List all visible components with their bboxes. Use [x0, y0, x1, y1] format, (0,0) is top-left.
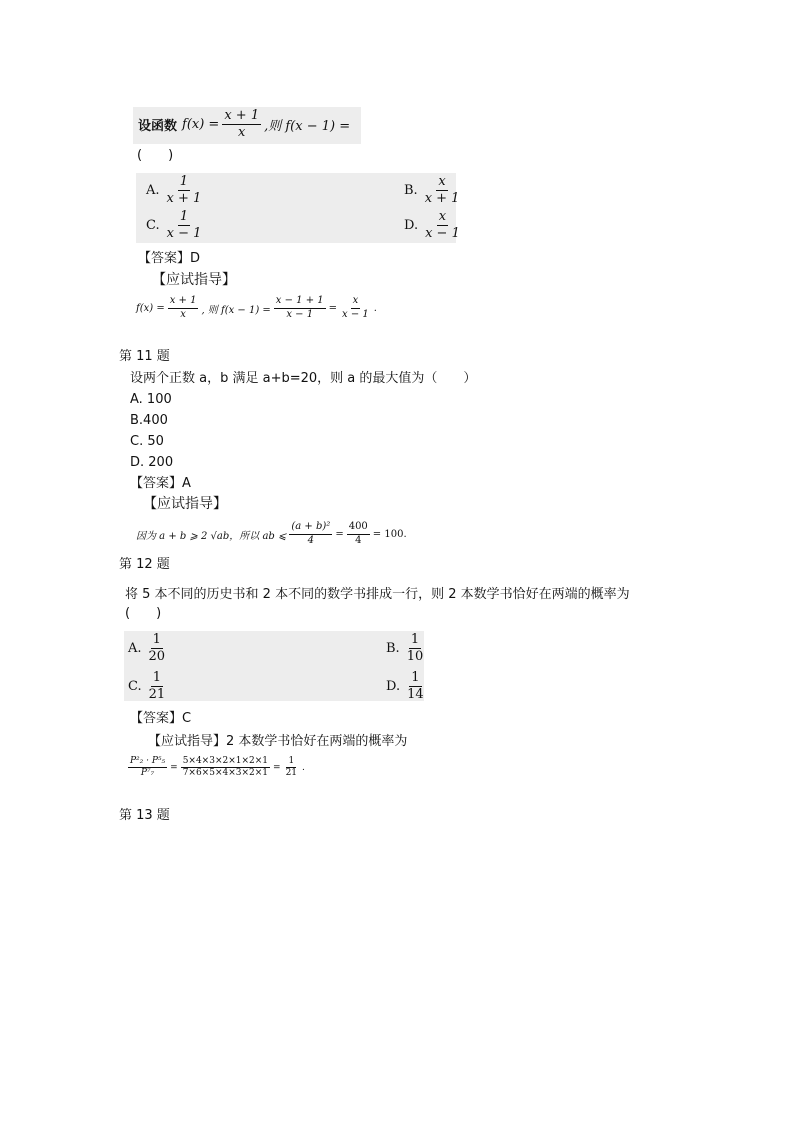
q11-guide: 【应试指导】: [143, 496, 227, 512]
q12-option-c: [128, 671, 170, 701]
q10-sol-frac1: [168, 296, 199, 320]
q12-sol-frac1: [128, 757, 167, 779]
q12-sol-frac1-num: P²₂ · P⁵₅: [128, 757, 167, 768]
q10-solution: [136, 296, 377, 320]
q11-answer: 【答案】A: [130, 476, 191, 491]
q10-sol-frac3-den: x − 1: [342, 308, 369, 320]
q12-sol-eq2: =: [273, 762, 281, 773]
q12-option-d-den: 14: [407, 686, 424, 702]
q11-option-a: A. 100: [130, 392, 172, 407]
q10-answer: 【答案】D: [138, 251, 201, 266]
q10-stem-prefix: 设函数: [138, 118, 178, 134]
q10-option-d: [404, 210, 465, 240]
q10-option-b-frac: [423, 175, 462, 205]
q12-option-d-frac: [405, 671, 426, 701]
q10-fx: f(x) =: [182, 116, 220, 132]
q10-option-b-label: B.: [404, 182, 418, 198]
q10-option-d-den: x − 1: [425, 225, 460, 241]
q10-option-b-den: x + 1: [424, 190, 460, 206]
q11-sol-frac2: [347, 522, 370, 546]
q10-option-b-num: x: [438, 174, 446, 189]
q12-option-b-frac: [405, 633, 426, 663]
q10-option-a-num: 1: [179, 174, 189, 189]
q10-stem-frac-den: x: [238, 124, 246, 140]
q10-sol-frac2-num: x − 1 + 1: [274, 296, 326, 309]
q11-sol-frac1: [289, 522, 332, 546]
q12-sol-eq1: =: [170, 762, 178, 773]
q10-option-d-frac: [423, 210, 462, 240]
q10-option-c: [146, 210, 206, 240]
q11-stem: 设两个正数 a，b 满足 a+b=20，则 a 的最大值为（ ）: [130, 371, 477, 386]
q11-option-d: D. 200: [130, 455, 174, 470]
q11-solution: [136, 522, 407, 546]
q12-option-d-num: 1: [411, 670, 420, 685]
q10-option-a-den: x + 1: [166, 190, 202, 206]
q12-option-d: [386, 671, 429, 701]
q11-sol-frac2-num: 400: [347, 522, 370, 535]
q10-option-a-frac: [165, 175, 204, 205]
q12-stem-line2: ( ): [125, 606, 162, 621]
q12-sol-frac3: [284, 757, 299, 779]
q11-sol-frac1-num: (a + b)²: [289, 522, 332, 535]
q12-option-c-frac: [147, 671, 168, 701]
q10-sol-frac1-num: x + 1: [168, 296, 199, 309]
q12-sol-frac2: [181, 757, 270, 779]
q12-sol-frac2-den: 7×6×5×4×3×2×1: [182, 768, 269, 779]
q10-option-c-label: C.: [146, 217, 160, 233]
q11-sol-eq1: =: [335, 528, 344, 540]
q11-sol-frac1-den: 4: [307, 534, 315, 546]
q10-stem-fraction: [222, 109, 261, 139]
q12-option-a-den: 20: [148, 648, 166, 664]
q11-heading: 第 11 题: [119, 349, 170, 364]
q10-sol-frac3-num: x: [351, 296, 361, 309]
q10-option-b: [404, 175, 464, 205]
q10-sol-mid: , 则 f(x − 1) =: [201, 304, 271, 316]
q11-option-c: C. 50: [130, 434, 164, 449]
q12-guide: 【应试指导】2 本数学书恰好在两端的概率为: [148, 734, 408, 749]
q12-answer: 【答案】C: [130, 711, 192, 726]
q12-sol-frac3-den: 21: [285, 768, 298, 779]
q10-option-d-label: D.: [404, 217, 419, 233]
q10-paren: ( ): [137, 148, 174, 163]
q12-stem-line1: 将 5 本不同的历史书和 2 本不同的数学书排成一行，则 2 本数学书恰好在两端的概率为: [125, 587, 630, 602]
q10-stem-suffix: ,则 f(x − 1) =: [264, 118, 351, 134]
q11-sol-prefix: 因为 a + b ⩾ 2 √ab，所以 ab ⩽: [136, 530, 287, 542]
q10-sol-eq: =: [328, 302, 338, 314]
q10-option-c-num: 1: [179, 209, 189, 224]
q12-option-a-label: A.: [128, 640, 142, 656]
q11-sol-frac2-den: 4: [355, 534, 362, 546]
q12-option-c-den: 21: [148, 686, 166, 702]
q12-sol-frac3-num: 1: [286, 757, 296, 768]
q12-option-d-label: D.: [386, 678, 401, 694]
q11-sol-end: = 100.: [372, 528, 407, 540]
q10-sol-frac1-den: x: [180, 308, 186, 320]
q10-option-c-frac: [165, 210, 204, 240]
q10-sol-frac2: [274, 296, 326, 320]
q10-option-c-den: x − 1: [166, 225, 202, 241]
q12-option-b-den: 10: [406, 648, 424, 664]
q12-option-a-num: 1: [152, 632, 161, 647]
q12-option-a-frac: [147, 633, 168, 663]
q13-heading: 第 13 题: [119, 808, 170, 823]
q12-sol-frac2-num: 5×4×3×2×1×2×1: [181, 757, 270, 768]
q11-option-b: B.400: [130, 413, 168, 428]
q10-sol-end: .: [373, 302, 377, 314]
q10-guide: 【应试指导】: [152, 272, 236, 288]
q10-option-d-num: x: [438, 209, 447, 224]
q12-sol-end: .: [302, 762, 305, 773]
q12-option-b-label: B.: [386, 640, 400, 656]
q12-solution: [125, 757, 305, 779]
q10-stem-frac-num: x + 1: [224, 108, 260, 123]
q12-option-b: [386, 633, 428, 663]
q12-option-c-label: C.: [128, 678, 142, 694]
q12-option-a: [128, 633, 170, 663]
q10-sol-frac2-den: x − 1: [286, 308, 314, 320]
q10-sol-lhs: f(x) =: [136, 302, 165, 314]
q10-option-a: [146, 175, 206, 205]
q10-option-a-label: A.: [146, 182, 160, 198]
q12-option-b-num: 1: [410, 632, 420, 647]
q12-sol-frac1-den: P⁷₇: [140, 768, 155, 779]
q12-option-c-num: 1: [152, 670, 162, 685]
q12-heading: 第 12 题: [119, 557, 170, 572]
q10-sol-frac3: [340, 296, 371, 320]
q10-stem: [138, 109, 350, 139]
